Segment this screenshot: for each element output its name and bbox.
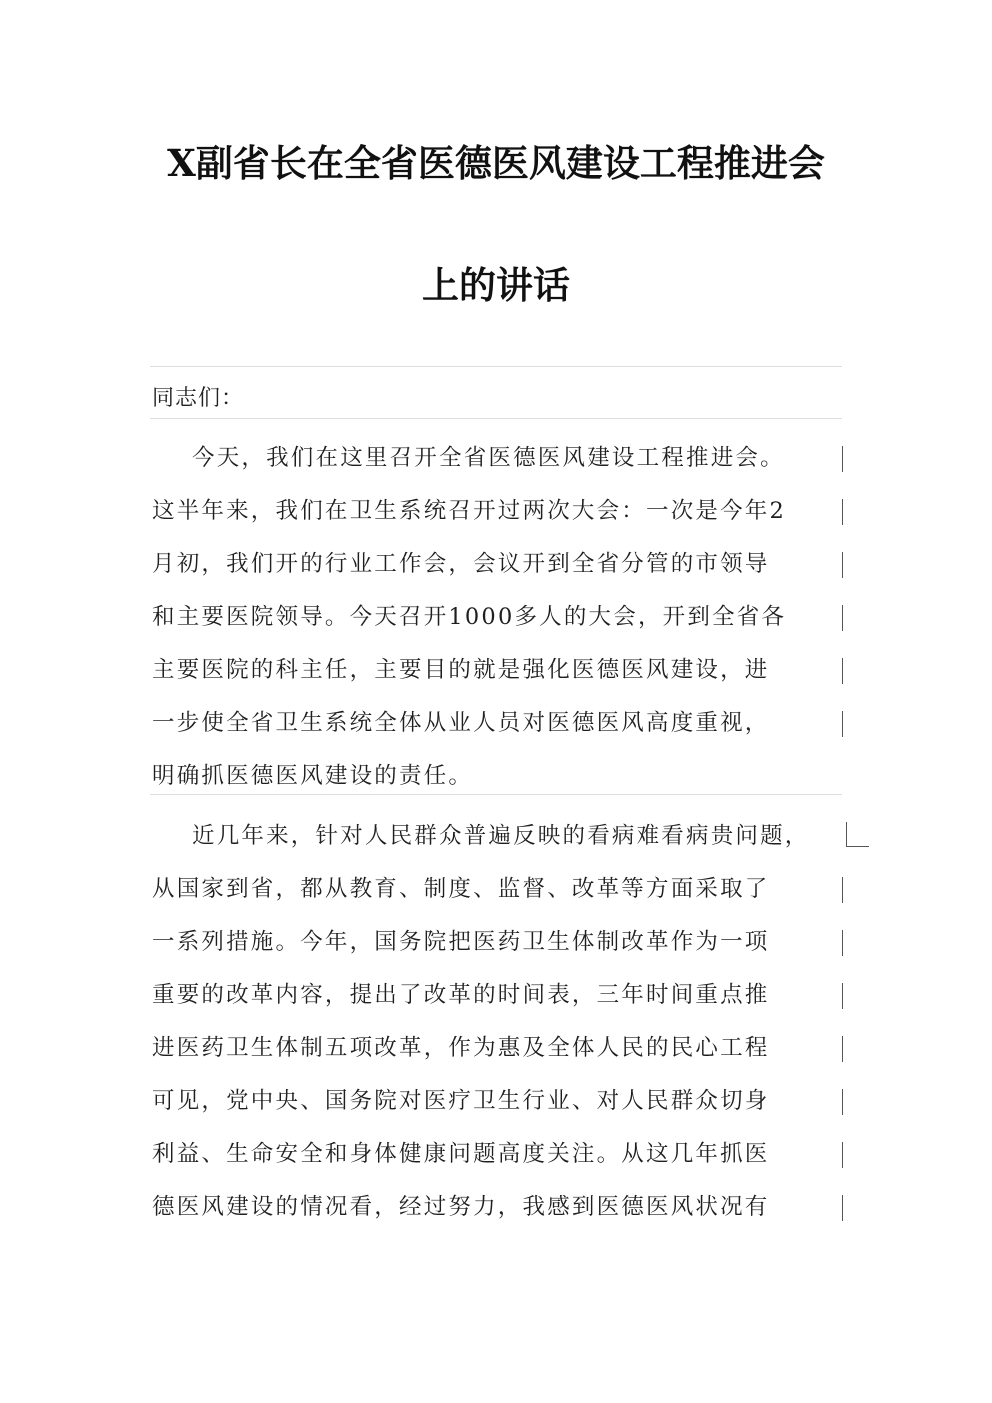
paragraph-2-line: 重要的改革内容，提出了改革的时间表，三年时间重点推 bbox=[152, 982, 770, 1008]
text-cursor-mark bbox=[842, 1142, 843, 1168]
text-cursor-mark bbox=[842, 983, 843, 1009]
text-cursor-mark bbox=[842, 930, 843, 956]
salutation: 同志们： bbox=[152, 386, 245, 411]
paragraph-2-line: 进医药卫生体制五项改革，作为惠及全体人民的民心工程 bbox=[152, 1035, 770, 1061]
text-cursor-mark bbox=[842, 1195, 843, 1221]
paragraph-1-line: 月初，我们开的行业工作会，会议开到全省分管的市领导 bbox=[152, 551, 770, 577]
paragraph-1-line: 明确抓医德医风建设的责任。 bbox=[152, 763, 474, 789]
paragraph-1-line: 和主要医院领导。今天召开1000多人的大会，开到全省各 bbox=[152, 604, 787, 630]
text-cursor-mark bbox=[842, 658, 843, 684]
text-cursor-mark bbox=[842, 1036, 843, 1062]
text-cursor-mark bbox=[842, 552, 843, 578]
text-cursor-mark bbox=[846, 822, 869, 847]
paragraph-1-line: 一步使全省卫生系统全体从业人员对医德医风高度重视， bbox=[152, 710, 770, 736]
divider-rule bbox=[150, 366, 842, 367]
paragraph-1-line: 这半年来，我们在卫生系统召开过两次大会：一次是今年2 bbox=[152, 498, 787, 524]
text-cursor-mark bbox=[842, 446, 843, 472]
text-cursor-mark bbox=[842, 605, 843, 631]
paragraph-2-line: 一系列措施。今年，国务院把医药卫生体制改革作为一项 bbox=[152, 929, 770, 955]
text-cursor-mark bbox=[842, 711, 843, 737]
paragraph-2-line: 德医风建设的情况看，经过努力，我感到医德医风状况有 bbox=[152, 1194, 770, 1220]
document-title-line-2: 上的讲话 bbox=[422, 263, 570, 307]
document-title-line-1: X副省长在全省医德医风建设工程推进会 bbox=[167, 141, 825, 185]
paragraph-2-line: 可见，党中央、国务院对医疗卫生行业、对人民群众切身 bbox=[152, 1088, 770, 1114]
paragraph-1-line: 主要医院的科主任，主要目的就是强化医德医风建设，进 bbox=[152, 657, 770, 683]
paragraph-1-line: 今天，我们在这里召开全省医德医风建设工程推进会。 bbox=[192, 445, 785, 471]
divider-rule bbox=[150, 794, 842, 795]
paragraph-2-line: 从国家到省，都从教育、制度、监督、改革等方面采取了 bbox=[152, 876, 770, 902]
text-cursor-mark bbox=[842, 499, 843, 525]
paragraph-2-line: 近几年来，针对人民群众普遍反映的看病难看病贵问题， bbox=[192, 823, 810, 849]
text-cursor-mark bbox=[842, 1089, 843, 1115]
paragraph-2-line: 利益、生命安全和身体健康问题高度关注。从这几年抓医 bbox=[152, 1141, 770, 1167]
text-cursor-mark bbox=[842, 877, 843, 903]
divider-rule bbox=[150, 418, 842, 419]
